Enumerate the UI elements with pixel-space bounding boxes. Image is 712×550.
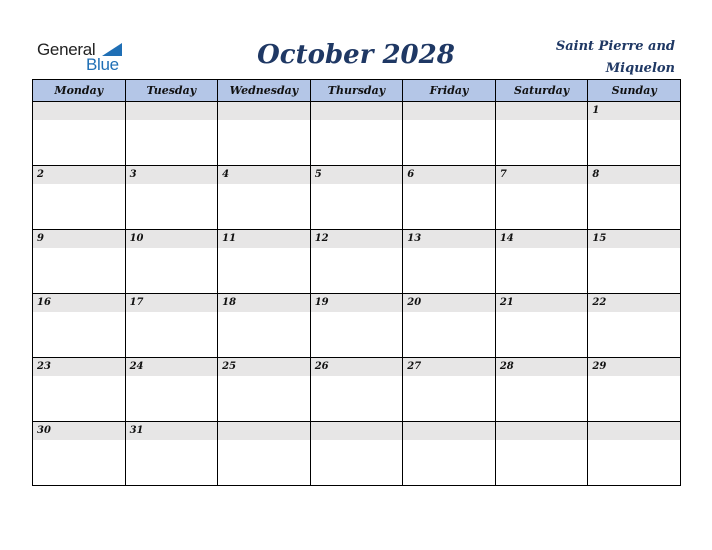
day-number [218, 422, 310, 440]
day-cell [403, 166, 496, 230]
day-cell [125, 230, 218, 294]
day-number [218, 102, 310, 120]
day-number: 5 [311, 166, 403, 184]
day-number: 24 [126, 358, 218, 376]
day-cell [310, 230, 403, 294]
day-number: 25 [218, 358, 310, 376]
day-cell [218, 294, 311, 358]
day-number: 3 [126, 166, 218, 184]
logo-text-blue: Blue [86, 55, 119, 74]
week-row [33, 102, 681, 166]
weekday-header: Tuesday [125, 80, 218, 102]
day-number: 7 [496, 166, 588, 184]
day-cell [495, 230, 588, 294]
day-number: 15 [588, 230, 680, 248]
weekday-header-row [33, 80, 681, 102]
weekday-header: Sunday [588, 80, 681, 102]
day-number: 17 [126, 294, 218, 312]
day-cell [403, 102, 496, 166]
day-number: 21 [496, 294, 588, 312]
day-cell [403, 358, 496, 422]
day-cell [218, 166, 311, 230]
day-cell [588, 166, 681, 230]
week-row [33, 422, 681, 486]
day-number: 4 [218, 166, 310, 184]
day-number: 6 [403, 166, 495, 184]
day-cell [588, 358, 681, 422]
day-cell [33, 102, 126, 166]
day-number: 29 [588, 358, 680, 376]
day-cell [218, 422, 311, 486]
day-cell [125, 358, 218, 422]
day-cell [310, 422, 403, 486]
day-number: 12 [311, 230, 403, 248]
day-number: 11 [218, 230, 310, 248]
calendar-grid [32, 79, 681, 489]
weekday-header: Thursday [310, 80, 403, 102]
day-cell [33, 230, 126, 294]
day-cell [495, 358, 588, 422]
day-cell [310, 166, 403, 230]
calendar-table [32, 79, 681, 486]
calendar-title: October 2028 [257, 40, 455, 70]
day-cell [33, 358, 126, 422]
day-cell [33, 294, 126, 358]
day-number [126, 102, 218, 120]
day-number: 31 [126, 422, 218, 440]
week-row [33, 294, 681, 358]
day-number: 26 [311, 358, 403, 376]
week-row [33, 230, 681, 294]
day-number [496, 422, 588, 440]
day-number: 30 [33, 422, 125, 440]
day-cell [33, 166, 126, 230]
day-cell [310, 102, 403, 166]
day-cell [125, 422, 218, 486]
day-number [33, 102, 125, 120]
day-number: 18 [218, 294, 310, 312]
day-number: 9 [33, 230, 125, 248]
day-number [311, 102, 403, 120]
day-number: 22 [588, 294, 680, 312]
day-number: 14 [496, 230, 588, 248]
day-number: 28 [496, 358, 588, 376]
day-number: 16 [33, 294, 125, 312]
week-row [33, 166, 681, 230]
day-number [311, 422, 403, 440]
day-cell [403, 422, 496, 486]
day-number: 23 [33, 358, 125, 376]
day-cell [310, 358, 403, 422]
day-cell [588, 102, 681, 166]
day-number [403, 102, 495, 120]
day-number: 8 [588, 166, 680, 184]
day-cell [218, 358, 311, 422]
day-cell [495, 422, 588, 486]
day-cell [495, 102, 588, 166]
day-cell [495, 166, 588, 230]
week-row [33, 358, 681, 422]
weekday-header: Wednesday [218, 80, 311, 102]
day-cell [495, 294, 588, 358]
day-number [588, 422, 680, 440]
day-number: 19 [311, 294, 403, 312]
day-cell [403, 294, 496, 358]
day-cell [218, 102, 311, 166]
day-number: 20 [403, 294, 495, 312]
weekday-header: Friday [403, 80, 496, 102]
day-cell [310, 294, 403, 358]
day-number: 2 [33, 166, 125, 184]
day-cell [218, 230, 311, 294]
weekday-header: Monday [33, 80, 126, 102]
day-cell [125, 166, 218, 230]
day-cell [588, 422, 681, 486]
day-number: 13 [403, 230, 495, 248]
day-cell [588, 230, 681, 294]
region-name: Saint Pierre and Miquelon [555, 39, 675, 76]
day-number: 1 [588, 102, 680, 120]
logo-text-general: General [37, 40, 96, 59]
day-cell [403, 230, 496, 294]
day-number: 10 [126, 230, 218, 248]
day-number [496, 102, 588, 120]
weekday-header: Saturday [495, 80, 588, 102]
day-cell [588, 294, 681, 358]
day-cell [33, 422, 126, 486]
day-cell [125, 294, 218, 358]
day-number: 27 [403, 358, 495, 376]
day-number [403, 422, 495, 440]
day-cell [125, 102, 218, 166]
